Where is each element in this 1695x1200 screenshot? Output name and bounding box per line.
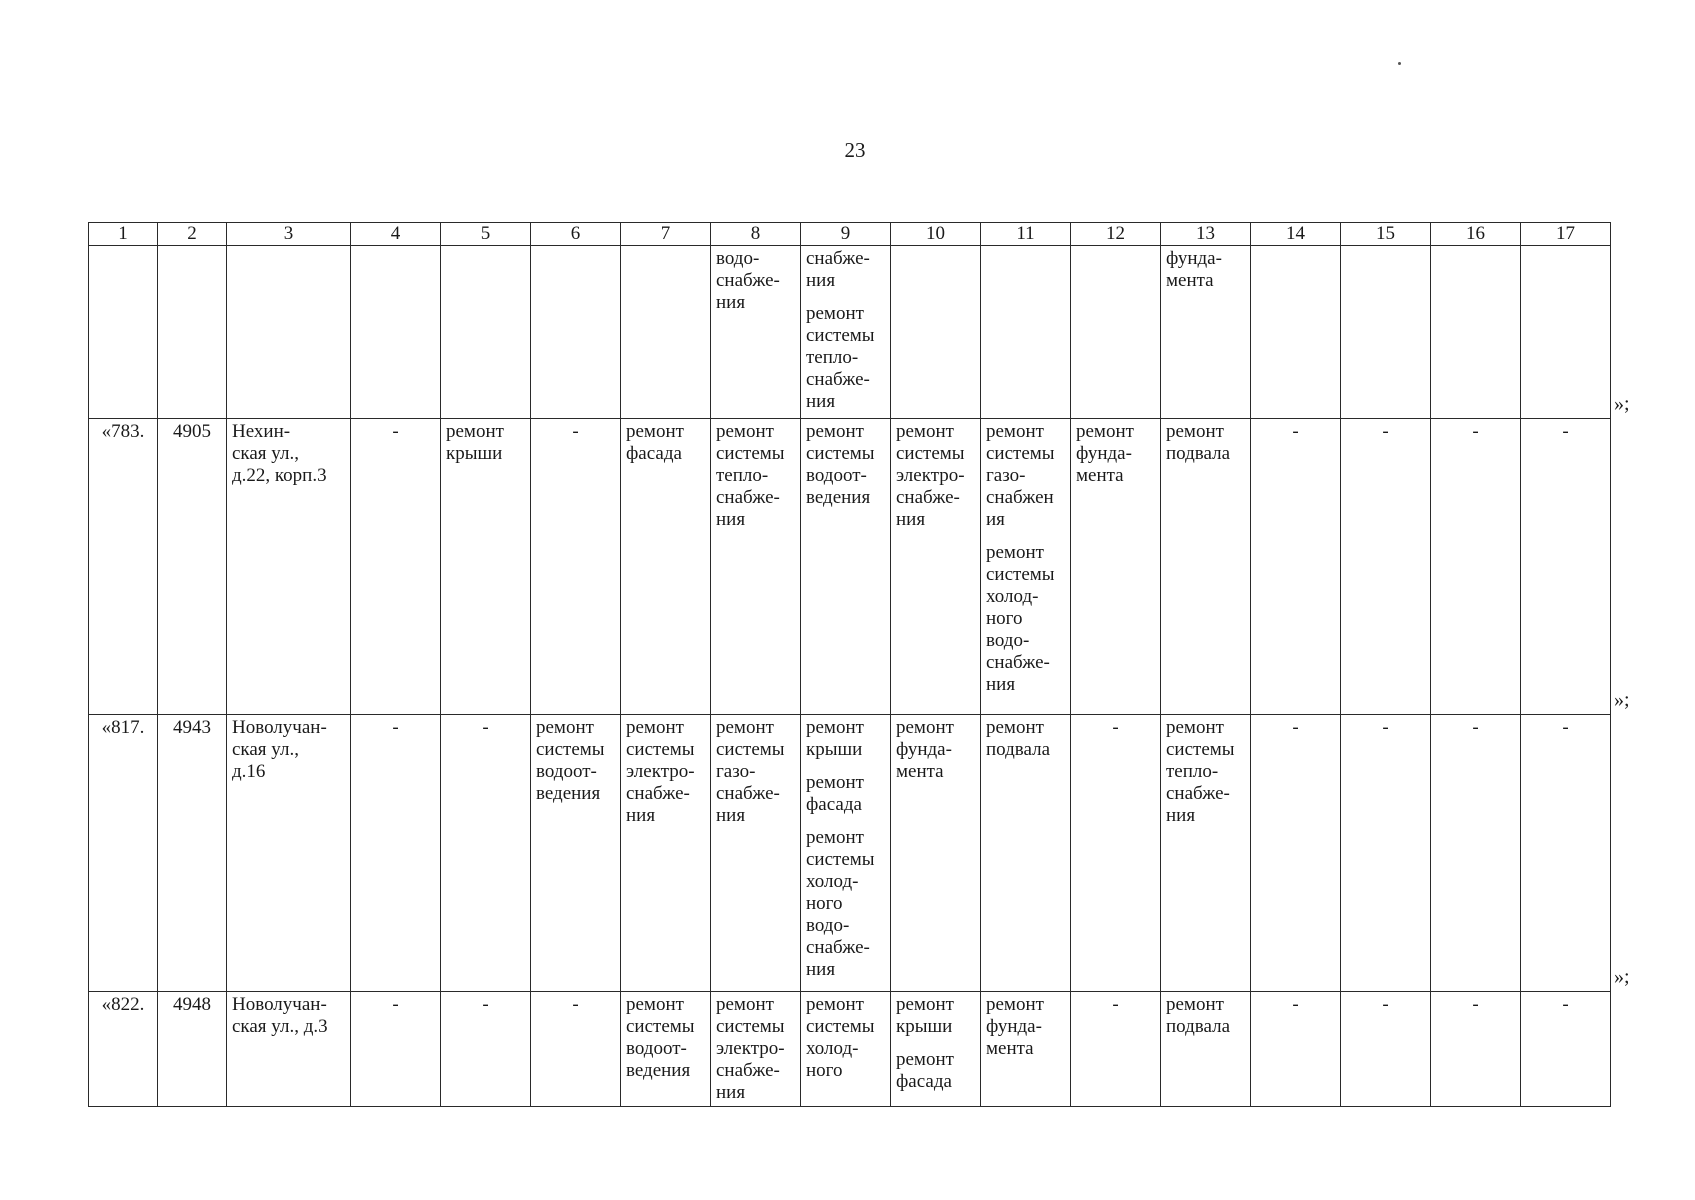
cell-line: снабже- bbox=[716, 783, 780, 804]
cell-line: тепло- bbox=[1166, 761, 1219, 782]
cell-line: фасада bbox=[896, 1071, 952, 1092]
cell-line: системы bbox=[896, 443, 965, 464]
cell-item bbox=[356, 717, 435, 739]
cell-item bbox=[1526, 994, 1605, 1016]
cell-item bbox=[716, 994, 795, 1104]
cell-line: газо- bbox=[986, 465, 1026, 486]
cell-line: системы bbox=[716, 443, 785, 464]
table-cell bbox=[531, 992, 621, 1107]
cell-line: - bbox=[1562, 994, 1569, 1015]
cell-item bbox=[806, 303, 885, 413]
table-cell bbox=[351, 992, 441, 1107]
column-header-14: 14 bbox=[1251, 223, 1341, 246]
cell-line: д.16 bbox=[232, 761, 266, 782]
table-cell bbox=[621, 715, 711, 992]
cell-item bbox=[446, 994, 525, 1016]
cell-line: снабже- bbox=[986, 652, 1050, 673]
cell-line: холод- bbox=[986, 586, 1039, 607]
cell-line: ремонт bbox=[536, 717, 594, 738]
row-end-mark: »; bbox=[1614, 392, 1630, 415]
cell-item bbox=[806, 421, 885, 509]
cell-line: - bbox=[1112, 994, 1119, 1015]
table-row bbox=[89, 419, 1611, 715]
cell-line: мента bbox=[1076, 465, 1124, 486]
column-header-10: 10 bbox=[891, 223, 981, 246]
table-cell bbox=[1071, 992, 1161, 1107]
cell-item bbox=[1256, 994, 1335, 1016]
cell-item bbox=[896, 421, 975, 531]
cell-line: ия bbox=[986, 509, 1005, 530]
table-cell bbox=[1251, 715, 1341, 992]
cell-item bbox=[232, 717, 345, 783]
table-cell bbox=[1431, 992, 1521, 1107]
cell-item bbox=[1076, 717, 1155, 739]
cell-item bbox=[1256, 421, 1335, 443]
table-cell bbox=[158, 715, 227, 992]
cell-line: ремонт bbox=[806, 421, 864, 442]
cell-line: - bbox=[1382, 421, 1389, 442]
cell-line: холод- bbox=[806, 871, 859, 892]
cell-item bbox=[1076, 994, 1155, 1016]
cell-line: ведения bbox=[536, 783, 601, 804]
table-cell bbox=[1071, 246, 1161, 419]
table-cell bbox=[711, 715, 801, 992]
column-header-4: 4 bbox=[351, 223, 441, 246]
table-row bbox=[89, 715, 1611, 992]
table-cell bbox=[227, 419, 351, 715]
cell-line: - bbox=[1562, 421, 1569, 442]
table-cell bbox=[711, 419, 801, 715]
table-cell bbox=[89, 419, 158, 715]
cell-item bbox=[94, 421, 152, 443]
cell-item bbox=[1346, 717, 1425, 739]
column-header-3: 3 bbox=[227, 223, 351, 246]
table-cell bbox=[1251, 419, 1341, 715]
column-header-11: 11 bbox=[981, 223, 1071, 246]
table-cell bbox=[1521, 992, 1611, 1107]
cell-line: ремонт bbox=[896, 1049, 954, 1070]
cell-line: ведения bbox=[626, 1060, 691, 1081]
table-cell bbox=[1431, 419, 1521, 715]
table-cell bbox=[1431, 246, 1521, 419]
cell-line: ния bbox=[896, 509, 926, 530]
table-cell bbox=[1341, 992, 1431, 1107]
column-header-12: 12 bbox=[1071, 223, 1161, 246]
cell-line: снабже- bbox=[896, 487, 960, 508]
cell-line: водоот- bbox=[806, 465, 867, 486]
row-end-mark: »; bbox=[1614, 688, 1630, 711]
cell-line: ремонт bbox=[1166, 717, 1224, 738]
cell-line: ния bbox=[626, 805, 656, 826]
table-cell bbox=[1521, 715, 1611, 992]
cell-line: системы bbox=[986, 564, 1055, 585]
cell-item bbox=[536, 421, 615, 443]
table-cell bbox=[981, 715, 1071, 992]
cell-line: ская ул., bbox=[232, 443, 299, 464]
cell-item bbox=[163, 994, 221, 1016]
cell-item bbox=[626, 717, 705, 827]
cell-item bbox=[356, 421, 435, 443]
table-cell bbox=[891, 992, 981, 1107]
cell-line: ния bbox=[716, 1082, 746, 1103]
cell-item bbox=[806, 994, 885, 1082]
table-body bbox=[89, 246, 1611, 1107]
cell-line: водо- bbox=[716, 248, 760, 269]
column-header-13: 13 bbox=[1161, 223, 1251, 246]
cell-line: снабже- bbox=[716, 270, 780, 291]
cell-item bbox=[232, 421, 345, 487]
cell-line: подвала bbox=[1166, 1016, 1231, 1037]
cell-line: «817. bbox=[101, 717, 145, 738]
column-header-17: 17 bbox=[1521, 223, 1611, 246]
cell-line: - bbox=[1472, 421, 1479, 442]
table-cell bbox=[158, 246, 227, 419]
page-number: 23 bbox=[844, 138, 866, 162]
cell-line: ния bbox=[806, 959, 836, 980]
cell-item bbox=[94, 994, 152, 1016]
cell-line: тепло- bbox=[806, 347, 859, 368]
table-cell bbox=[351, 246, 441, 419]
table-cell bbox=[1161, 419, 1251, 715]
table-cell bbox=[1161, 246, 1251, 419]
cell-line: системы bbox=[806, 443, 875, 464]
cell-line: снабже- bbox=[626, 783, 690, 804]
cell-line: - bbox=[1562, 717, 1569, 738]
cell-line: мента bbox=[1166, 270, 1214, 291]
table-cell bbox=[621, 419, 711, 715]
cell-line: ремонт bbox=[806, 827, 864, 848]
cell-line: фунда- bbox=[896, 739, 952, 760]
table-cell bbox=[1251, 992, 1341, 1107]
cell-line: системы bbox=[626, 739, 695, 760]
cell-line: крыши bbox=[806, 739, 863, 760]
table-cell bbox=[891, 419, 981, 715]
cell-item bbox=[1526, 717, 1605, 739]
cell-line: снабжен bbox=[986, 487, 1054, 508]
cell-line: ремонт bbox=[1166, 994, 1224, 1015]
cell-line: электро- bbox=[626, 761, 695, 782]
table-cell bbox=[1161, 992, 1251, 1107]
table-cell bbox=[981, 992, 1071, 1107]
cell-line: «783. bbox=[101, 421, 145, 442]
scan-speck bbox=[1398, 62, 1401, 65]
cell-item bbox=[1256, 717, 1335, 739]
cell-line: «822. bbox=[101, 994, 145, 1015]
cell-line: - bbox=[392, 994, 399, 1015]
cell-item bbox=[1526, 421, 1605, 443]
cell-line: фунда- bbox=[1166, 248, 1222, 269]
table-cell bbox=[981, 246, 1071, 419]
cell-line: ремонт bbox=[986, 717, 1044, 738]
table-row bbox=[89, 246, 1611, 419]
cell-item bbox=[1436, 421, 1515, 443]
cell-item bbox=[356, 994, 435, 1016]
cell-item bbox=[1346, 421, 1425, 443]
cell-line: - bbox=[1112, 717, 1119, 738]
table-cell bbox=[441, 246, 531, 419]
cell-item bbox=[446, 421, 525, 465]
cell-item bbox=[536, 994, 615, 1016]
cell-line: ного bbox=[806, 893, 843, 914]
cell-line: системы bbox=[626, 1016, 695, 1037]
cell-line: снабже- bbox=[1166, 783, 1230, 804]
cell-line: ремонт bbox=[1076, 421, 1134, 442]
cell-line: ния bbox=[716, 292, 746, 313]
cell-item bbox=[986, 717, 1065, 761]
table-cell bbox=[531, 419, 621, 715]
cell-item bbox=[806, 717, 885, 761]
column-header-9: 9 bbox=[801, 223, 891, 246]
table-cell bbox=[1521, 419, 1611, 715]
cell-item bbox=[163, 421, 221, 443]
table-cell bbox=[711, 246, 801, 419]
cell-line: снабже- bbox=[806, 369, 870, 390]
table-cell bbox=[227, 715, 351, 992]
cell-line: - bbox=[1292, 994, 1299, 1015]
cell-item bbox=[896, 717, 975, 783]
cell-item bbox=[716, 248, 795, 314]
cell-line: крыши bbox=[446, 443, 503, 464]
cell-line: водоот- bbox=[626, 1038, 687, 1059]
cell-line: - bbox=[482, 717, 489, 738]
table-cell bbox=[891, 715, 981, 992]
cell-item bbox=[896, 1049, 975, 1093]
cell-item bbox=[626, 421, 705, 465]
cell-line: ремонт bbox=[716, 421, 774, 442]
cell-item bbox=[716, 421, 795, 531]
cell-line: ремонт bbox=[446, 421, 504, 442]
cell-line: холод- bbox=[806, 1038, 859, 1059]
table-cell bbox=[1161, 715, 1251, 992]
cell-line: ния bbox=[806, 391, 836, 412]
cell-line: системы bbox=[986, 443, 1055, 464]
cell-line: системы bbox=[806, 1016, 875, 1037]
table-cell bbox=[1251, 246, 1341, 419]
cell-line: ния bbox=[986, 674, 1016, 695]
cell-item bbox=[806, 827, 885, 981]
table-cell bbox=[89, 992, 158, 1107]
table-cell bbox=[351, 715, 441, 992]
cell-line: - bbox=[1382, 717, 1389, 738]
table-cell bbox=[1341, 715, 1431, 992]
column-header-15: 15 bbox=[1341, 223, 1431, 246]
table-cell bbox=[531, 246, 621, 419]
column-header-1: 1 bbox=[89, 223, 158, 246]
cell-item bbox=[232, 994, 345, 1038]
cell-line: подвала bbox=[986, 739, 1051, 760]
cell-item bbox=[1166, 717, 1245, 827]
cell-line: ремонт bbox=[716, 717, 774, 738]
cell-line: - bbox=[1382, 994, 1389, 1015]
cell-line: ремонт bbox=[626, 994, 684, 1015]
cell-line: снабже- bbox=[716, 1060, 780, 1081]
cell-line: ния bbox=[716, 509, 746, 530]
cell-line: ния bbox=[806, 270, 836, 291]
cell-line: фунда- bbox=[1076, 443, 1132, 464]
cell-line: ремонт bbox=[806, 303, 864, 324]
cell-line: снабже- bbox=[806, 937, 870, 958]
cell-line: - bbox=[1472, 717, 1479, 738]
cell-line: системы bbox=[806, 849, 875, 870]
table-cell bbox=[531, 715, 621, 992]
cell-line: ремонт bbox=[896, 421, 954, 442]
cell-item bbox=[806, 248, 885, 292]
cell-line: ская ул., bbox=[232, 739, 299, 760]
table-cell bbox=[441, 419, 531, 715]
cell-line: снабже- bbox=[806, 248, 870, 269]
table-cell bbox=[891, 246, 981, 419]
cell-item bbox=[1076, 421, 1155, 487]
cell-line: - bbox=[572, 994, 579, 1015]
column-header-7: 7 bbox=[621, 223, 711, 246]
table-cell bbox=[1431, 715, 1521, 992]
table-cell bbox=[621, 992, 711, 1107]
cell-line: ния bbox=[716, 805, 746, 826]
cell-line: - bbox=[392, 421, 399, 442]
cell-item bbox=[536, 717, 615, 805]
cell-line: ремонт bbox=[986, 542, 1044, 563]
cell-line: ния bbox=[1166, 805, 1196, 826]
cell-line: фасада bbox=[806, 794, 862, 815]
cell-line: ремонт bbox=[806, 717, 864, 738]
cell-line: крыши bbox=[896, 1016, 953, 1037]
cell-item bbox=[716, 717, 795, 827]
cell-line: снабже- bbox=[716, 487, 780, 508]
cell-item bbox=[986, 542, 1065, 696]
cell-line: системы bbox=[806, 325, 875, 346]
cell-line: - bbox=[572, 421, 579, 442]
table-cell bbox=[1521, 246, 1611, 419]
table-cell bbox=[621, 246, 711, 419]
table-cell bbox=[801, 246, 891, 419]
table-cell bbox=[1071, 715, 1161, 992]
cell-line: - bbox=[1472, 994, 1479, 1015]
cell-line: ремонт bbox=[896, 717, 954, 738]
cell-line: ремонт bbox=[986, 994, 1044, 1015]
cell-item bbox=[163, 717, 221, 739]
cell-line: - bbox=[1292, 421, 1299, 442]
cell-item bbox=[986, 421, 1065, 531]
cell-item bbox=[1346, 994, 1425, 1016]
cell-line: 4905 bbox=[173, 421, 211, 442]
cell-line: системы bbox=[536, 739, 605, 760]
cell-item bbox=[626, 994, 705, 1082]
cell-item bbox=[1436, 717, 1515, 739]
table-header-row bbox=[89, 223, 1611, 246]
column-header-16: 16 bbox=[1431, 223, 1521, 246]
table-cell bbox=[1341, 246, 1431, 419]
table-cell bbox=[981, 419, 1071, 715]
cell-line: системы bbox=[716, 1016, 785, 1037]
table-cell bbox=[801, 992, 891, 1107]
cell-line: ремонт bbox=[1166, 421, 1224, 442]
cell-line: ремонт bbox=[716, 994, 774, 1015]
cell-item bbox=[446, 717, 525, 739]
cell-line: фунда- bbox=[986, 1016, 1042, 1037]
table-cell bbox=[158, 419, 227, 715]
cell-line: электро- bbox=[716, 1038, 785, 1059]
cell-item bbox=[94, 717, 152, 739]
cell-line: водо- bbox=[806, 915, 850, 936]
cell-line: д.22, корп.3 bbox=[232, 465, 327, 486]
table-cell bbox=[89, 715, 158, 992]
cell-line: ремонт bbox=[986, 421, 1044, 442]
cell-line: тепло- bbox=[716, 465, 769, 486]
table-cell bbox=[1071, 419, 1161, 715]
cell-line: ного bbox=[806, 1060, 843, 1081]
cell-line: Новолучан- bbox=[232, 717, 327, 738]
table-row bbox=[89, 992, 1611, 1107]
cell-line: электро- bbox=[896, 465, 965, 486]
cell-item bbox=[1166, 421, 1245, 465]
cell-line: 4948 bbox=[173, 994, 211, 1015]
cell-line: Нехин- bbox=[232, 421, 291, 442]
table-cell bbox=[227, 246, 351, 419]
cell-line: фасада bbox=[626, 443, 682, 464]
table-cell bbox=[801, 715, 891, 992]
table-cell bbox=[711, 992, 801, 1107]
cell-line: ремонт bbox=[806, 994, 864, 1015]
row-end-mark: »; bbox=[1614, 965, 1630, 988]
cell-line: Новолучан- bbox=[232, 994, 327, 1015]
cell-line: газо- bbox=[716, 761, 756, 782]
column-header-6: 6 bbox=[531, 223, 621, 246]
table-cell bbox=[441, 715, 531, 992]
column-header-5: 5 bbox=[441, 223, 531, 246]
cell-line: мента bbox=[896, 761, 944, 782]
cell-line: ремонт bbox=[626, 717, 684, 738]
table-cell bbox=[1341, 419, 1431, 715]
cell-item bbox=[986, 994, 1065, 1060]
cell-line: водоот- bbox=[536, 761, 597, 782]
cell-line: ремонт bbox=[896, 994, 954, 1015]
cell-line: системы bbox=[1166, 739, 1235, 760]
cell-line: ремонт bbox=[626, 421, 684, 442]
cell-line: ного bbox=[986, 608, 1023, 629]
cell-line: 4943 bbox=[173, 717, 211, 738]
column-header-8: 8 bbox=[711, 223, 801, 246]
cell-line: мента bbox=[986, 1038, 1034, 1059]
cell-line: ремонт bbox=[806, 772, 864, 793]
cell-line: подвала bbox=[1166, 443, 1231, 464]
table-cell bbox=[158, 992, 227, 1107]
table-cell bbox=[801, 419, 891, 715]
column-header-2: 2 bbox=[158, 223, 227, 246]
cell-line: - bbox=[482, 994, 489, 1015]
cell-line: - bbox=[1292, 717, 1299, 738]
cell-item bbox=[1166, 994, 1245, 1038]
cell-line: ведения bbox=[806, 487, 871, 508]
cell-line: системы bbox=[716, 739, 785, 760]
table-cell bbox=[227, 992, 351, 1107]
table-cell bbox=[441, 992, 531, 1107]
cell-item bbox=[1166, 248, 1245, 292]
cell-line: водо- bbox=[986, 630, 1030, 651]
table-cell bbox=[89, 246, 158, 419]
cell-item bbox=[896, 994, 975, 1038]
table-cell bbox=[351, 419, 441, 715]
cell-line: ская ул., д.3 bbox=[232, 1016, 328, 1037]
cell-line: - bbox=[392, 717, 399, 738]
cell-item bbox=[1436, 994, 1515, 1016]
document-table bbox=[88, 222, 1611, 1107]
cell-item bbox=[806, 772, 885, 816]
